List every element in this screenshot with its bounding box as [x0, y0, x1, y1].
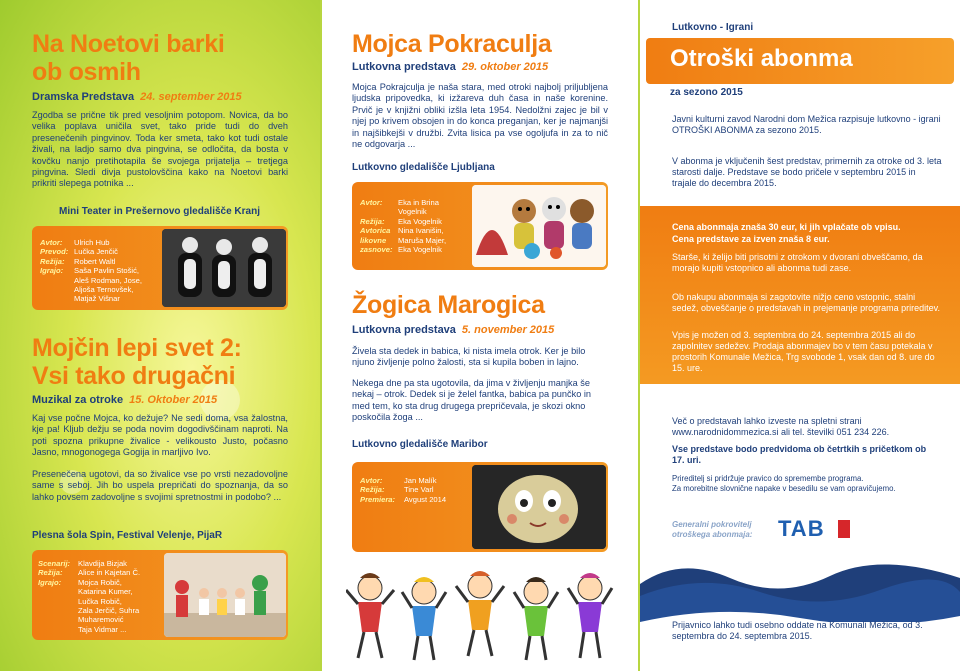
credit-row	[40, 276, 160, 285]
credit-value: Taja Vidmar ...	[78, 624, 127, 634]
note-parents: Starše, ki želijo biti prisotni z otrokom v dvorani obveščamo, da morajo kupiti vstopnico ali abonma tudi zase.	[672, 252, 923, 273]
credit-row	[38, 597, 164, 606]
panel-left	[0, 0, 320, 671]
credit-role: Scenarij:	[38, 559, 71, 568]
intro-2: V abonma je vključenih šest predstav, primernih za otroke od 3. leta starosti dalje. Predstave se bodo pričele v septembru 2015 in trajale do decembra 2015.	[672, 156, 942, 188]
show4-description-2: Nekega dne pa sta ugotovila, da jima v življenju manjka še nekaj – otrok. Dedek si je želel fantka, babica pa punčko in med tem, ko sta drug drugega prepričevala, je skozi okno poskočila žoga ...	[352, 378, 592, 423]
credit-value: Nina Ivanišin,	[398, 226, 444, 236]
show2-description-1: Kaj vse počne Mojca, ko dežuje? Ne sedi doma, vsa žalostna, kje pa! Kljub dežju se poda novim dogodivščinam naproti. Na poti spozna prikupne živalice - velikousto Justo, počasno Jasno, mnogonogega Gogija in marljivo Ivo.	[32, 413, 288, 458]
penguins-photo-icon	[162, 229, 286, 307]
credit-role: Režija:	[38, 568, 63, 578]
credit-value: Klavdija Bizjak	[78, 559, 127, 568]
panel-middle	[322, 0, 638, 671]
credit-row	[360, 217, 474, 226]
info-contact: Več o predstavah lahko izveste na spletni strani www.narodnidommezica.si ali tel. številki 051 234 226.	[672, 416, 890, 437]
credit-row	[40, 238, 160, 247]
credit-row	[38, 578, 164, 587]
credit-role: Avtor:	[40, 238, 63, 247]
credit-value: Aljoša Ternovšek,	[74, 285, 134, 295]
credit-value: Katarina Kumer,	[78, 587, 133, 597]
credit-row	[360, 476, 480, 485]
footer-note: Prijavnico lahko tudi osebno oddate na Komunali Mežica, od 3. septembra do 24. septembra 2015.	[672, 620, 923, 641]
credit-value: Maruša Majer,	[398, 235, 447, 245]
credit-role	[38, 597, 78, 606]
show3-subtitle: Lutkovna predstava 29. oktober 2015	[352, 61, 549, 73]
credit-row	[360, 495, 480, 504]
credit-value: Aleš Rodman, Jose,	[74, 275, 142, 285]
show2-description-2: Presenečena ugotovi, da so živalice vse po vrsti nezadovoljne same s seboj. Jih bo uspela prepričati do spoznanja, da so lahko povsem zadovoljne s svojimi spretnostmi in podobo? ...	[32, 469, 288, 502]
price-single: Cena predstave za izven znaša 8 eur.	[672, 234, 830, 244]
show4-subtitle: Lutkovna predstava 5. november 2015	[352, 324, 555, 336]
credit-value: Saša Pavlin Stošić,	[74, 266, 139, 276]
credit-role: Avtor:	[360, 476, 383, 485]
show2-subtitle: Muzikal za otroke 15. Oktober 2015	[32, 394, 218, 406]
credit-row	[360, 226, 474, 235]
panel-right	[640, 0, 960, 671]
credit-row	[40, 294, 160, 303]
credit-role	[40, 285, 74, 294]
show2-date: 15. Oktober 2015	[129, 394, 218, 406]
show4-description-1: Živela sta dedek in babica, ki nista imela otrok. Ker je bilo njuno življenje polno žalosti, sta si kupila boben in lajno.	[352, 346, 586, 368]
credit-role	[40, 294, 74, 303]
show3-description: Mojca Pokrajculja je naša stara, med otroki najbolj priljubljena ljudska pripovedka, ki izžareva duh časa in naše korenine. Prvič je v knjižni obliki izšla leta 1954. Nedolžni zajec je bil v njej po krivem obsojen in do konca preganjan, ker je najmanjši in najšibkejši v družbi. Zvita lisica pa vse ogoljufa in za to nič ne odgovarja ...	[352, 82, 608, 150]
credit-value: Lučka Robič,	[78, 596, 122, 606]
kids-jumping-illustration	[346, 566, 616, 666]
show1-credits	[40, 238, 160, 304]
credit-value: Avgust 2014	[404, 494, 447, 504]
sponsor-label: Generalni pokrovitelj otroškega abonmaja:	[672, 520, 753, 539]
show1-date: 24. september 2015	[140, 91, 242, 103]
price-abonma: Cena abonmaja znaša 30 eur, ki jih vplačate ob vpisu.	[672, 222, 901, 232]
credit-value: Robert Waltl	[74, 256, 116, 266]
credit-value: Ulrich Hub	[74, 238, 110, 247]
credit-row	[40, 285, 160, 294]
show4-photo	[472, 465, 606, 549]
credit-row	[38, 606, 164, 615]
show2-photo	[164, 553, 286, 637]
kicker: Lutkovno - Igrani	[672, 22, 754, 33]
note-enrollment: Vpis je možen od 3. septembra do 24. septembra 2015 ali do zapolnitev sedežev. Prodaja abonmajev bo v tem času potekala v prostorih Komunale Mežica, Trg svobode 1, vsak dan od 8. ure do 15. ure.	[672, 330, 935, 373]
credit-value: Matjaž Višnar	[74, 294, 120, 304]
kid-figure-icon	[456, 571, 504, 656]
credit-row	[40, 257, 160, 266]
disclaimer: Prireditelj si pridržuje pravico do spremembe programa. Za morebitne slovnične napake v besedilu se vam opravičujemo.	[672, 474, 896, 493]
credit-role: zasnove:	[360, 245, 393, 255]
credit-row	[38, 559, 164, 568]
sponsor-logo: TAB	[778, 516, 825, 541]
info-block	[640, 206, 960, 384]
credit-row	[38, 615, 164, 624]
show3-credits	[360, 198, 474, 254]
show1-venue: Mini Teater in Prešernovo gledališče Kranj	[59, 206, 260, 217]
show3-photo	[472, 185, 606, 267]
credit-role	[38, 587, 78, 596]
credit-role: Avtorica	[360, 226, 391, 236]
ball-puppet-photo-icon	[472, 465, 606, 549]
show2-venue: Plesna šola Spin, Festival Velenje, PijaR	[32, 530, 223, 541]
credit-value: Eka Vogelnik	[398, 245, 442, 255]
show2-credits	[38, 559, 164, 634]
show4-venue: Lutkovno gledališče Maribor	[352, 439, 488, 450]
credit-value: Jan Malík	[404, 476, 437, 485]
credit-value: Lučka Jenčič	[74, 247, 118, 257]
credit-role: Igrajo:	[40, 266, 64, 276]
credit-role: Premiera:	[360, 494, 396, 504]
credit-role: Igrajo:	[38, 577, 62, 587]
credit-role	[360, 207, 398, 216]
credit-value: Muharemović	[78, 615, 124, 625]
show1-description: Zgodba se prične tik pred vesoljnim potopom. Novica, da bo velika poplava uničila svet, tako pride tudi do dveh presenečenih pingvinov. Toda ker smeta, tako kot tudi ostale živali, na ladjo samo dva pingvina, se odločita, da bosta v kovčku nanjo pretihotapila še svojega prijatelja – tretjega pingvina. Sledi divja pustolovščina kako na Noetovi barki prikriti slepega potnika ...	[32, 110, 288, 189]
kid-figure-icon	[568, 573, 612, 658]
credit-row	[40, 247, 160, 256]
show2-title: Mojčin lepi svet 2: Vsi tako drugačni	[32, 334, 242, 390]
credit-role: Režija:	[360, 216, 385, 226]
credit-role	[38, 625, 78, 634]
credit-row	[360, 207, 474, 216]
show3-venue: Lutkovno gledališče Ljubljana	[352, 162, 495, 173]
credit-row	[360, 245, 474, 254]
show3-title: Mojca Pokraculja	[352, 30, 552, 58]
puppets-illustration-icon	[472, 185, 606, 267]
credit-row	[360, 198, 474, 207]
credit-value: Eka in Brina	[398, 198, 439, 207]
credit-role: Režija:	[360, 485, 385, 495]
sponsor-logo-mark-icon	[838, 520, 850, 538]
credit-row	[38, 568, 164, 577]
wave-footer-shape	[640, 556, 960, 671]
credit-role	[40, 276, 74, 285]
show4-title: Žogica Marogica	[352, 291, 545, 319]
credit-value: Zala Jerčič, Suhra	[78, 606, 140, 616]
credit-role	[38, 606, 78, 615]
show4-date: 5. november 2015	[461, 324, 555, 336]
note-benefits: Ob nakupu abonmaja si zagotovite nižjo ceno vstopnic, stalni sedež, obveščanje o predstavah in prejemanje programa prireditev.	[672, 292, 940, 313]
credit-row	[38, 625, 164, 634]
credit-role	[38, 615, 78, 624]
credit-value: Tine Varl	[404, 485, 434, 495]
credit-role: likovne	[360, 235, 387, 245]
season: za sezono 2015	[670, 87, 743, 98]
intro-1: Javni kulturni zavod Narodni dom Mežica razpisuje lutkovno - igrani OTROŠKI ABONMA za sezono 2015.	[672, 114, 941, 135]
credit-row	[360, 485, 480, 494]
credit-row	[38, 587, 164, 596]
kid-figure-icon	[402, 577, 446, 660]
show1-photo	[162, 229, 286, 307]
credit-row	[40, 266, 160, 275]
show3-date: 29. oktober 2015	[461, 61, 549, 73]
kid-figure-icon	[346, 573, 394, 658]
children-stage-photo-icon	[164, 553, 286, 637]
show4-credits	[360, 476, 480, 504]
kid-figure-icon	[514, 577, 558, 660]
credit-value: Mojca Robič,	[78, 577, 122, 587]
credit-value: Vogelnik	[398, 207, 427, 217]
credit-role: Avtor:	[360, 198, 383, 207]
abonma-title: Otroški abonma	[670, 45, 853, 72]
start-time: Vse predstave bodo predvidoma ob četrtkih s pričetkom ob 17. uri.	[672, 444, 927, 465]
show1-subtitle: Dramska Predstava 24. september 2015	[32, 91, 242, 103]
credit-value: Eka Vogelnik	[398, 216, 442, 226]
show1-title: Na Noetovi barki ob osmih	[32, 30, 225, 86]
credit-row	[360, 236, 474, 245]
credit-value: Alice in Kajetan Č.	[78, 568, 141, 578]
credit-role: Režija:	[40, 256, 65, 266]
credit-role: Prevod:	[40, 247, 69, 257]
